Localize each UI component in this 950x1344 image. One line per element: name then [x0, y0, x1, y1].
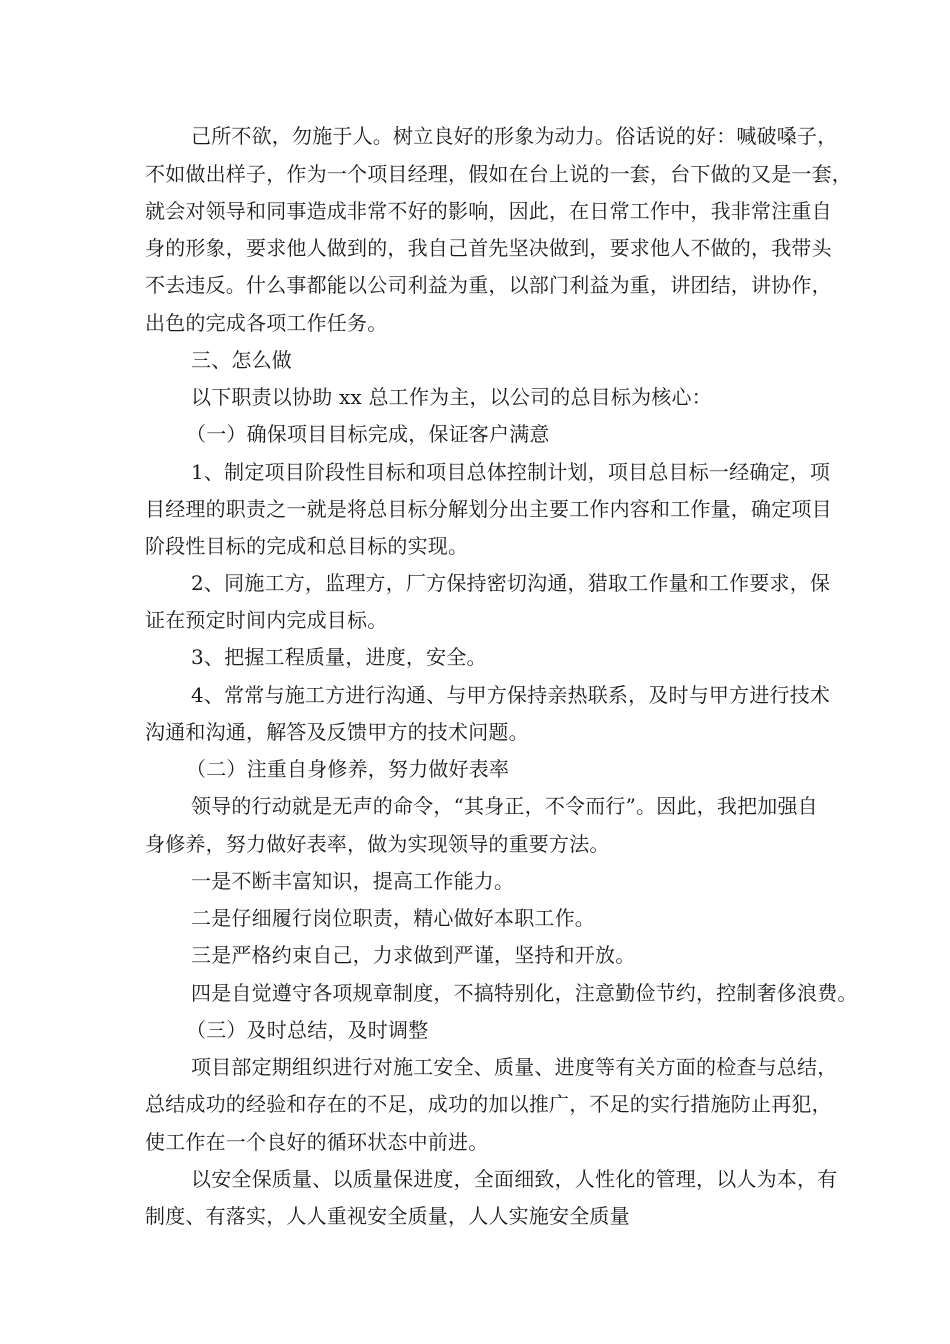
text-line: 1、制定项目阶段性目标和项目总体控制计划，项目总目标一经确定，项	[191, 460, 831, 484]
text-line: 项目部定期组织进行对施工安全、质量、进度等有关方面的检查与总结，	[191, 1055, 838, 1079]
text-line: 使工作在一个良好的循环状态中前进。	[145, 1130, 489, 1154]
text-line: 2、同施工方，监理方，厂方保持密切沟通，猎取工作量和工作要求，保	[191, 571, 831, 595]
text-line: 4、常常与施工方进行沟通、与甲方保持亲热联系，及时与甲方进行技术	[191, 683, 831, 707]
text-line: 阶段性目标的完成和总目标的实现。	[145, 534, 469, 558]
text-line: 就会对领导和同事造成非常不好的影响，因此，在日常工作中，我非常注重自	[145, 199, 832, 223]
text-line: 证在预定时间内完成目标。	[145, 608, 388, 632]
text-line: 四是自觉遵守各项规章制度，不搞特别化，注意勤俭节约，控制奢侈浪费。	[191, 981, 858, 1005]
text-line: 领导的行动就是无声的命令，“其身正，不令而行”。因此，我把加强自	[191, 794, 818, 818]
text-line: 出色的完成各项工作任务。	[145, 311, 388, 335]
text-line: 己所不欲，勿施于人。树立良好的形象为动力。俗话说的好：喊破嗓子，	[191, 124, 838, 148]
text-line: 身修养，努力做好表率，做为实现领导的重要方法。	[145, 832, 610, 856]
text-line: 以安全保质量、以质量保进度，全面细致，人性化的管理，以人为本，有	[191, 1167, 838, 1191]
text-line: 不去违反。什么事都能以公司利益为重，以部门利益为重，讲团结，讲协作，	[145, 273, 832, 297]
text-line: 一是不断丰富知识，提高工作能力。	[191, 869, 515, 893]
subsection-heading: （三）及时总结，及时调整	[186, 1018, 429, 1042]
section-heading: 三、怎么做	[191, 348, 292, 372]
text-line: 二是仔细履行岗位职责，精心做好本职工作。	[191, 906, 595, 930]
text-line: 制度、有落实，人人重视安全质量，人人实施安全质量	[145, 1204, 630, 1228]
text-line: 沟通和沟通，解答及反馈甲方的技术问题。	[145, 720, 529, 744]
text-line: 3、把握工程质量，进度，安全。	[191, 645, 487, 669]
text-line: 身的形象，要求他人做到的，我自己首先坚决做到，要求他人不做的，我带头	[145, 236, 832, 260]
subsection-heading: （一）确保项目目标完成，保证客户满意	[186, 422, 550, 446]
text-line: 以下职责以协助 xx 总工作为主，以公司的总目标为核心：	[191, 385, 712, 409]
text-line: 目经理的职责之一就是将总目标分解划分出主要工作内容和工作量，确定项目	[145, 497, 832, 521]
text-line: 不如做出样子，作为一个项目经理，假如在台上说的一套，台下做的又是一套，	[145, 162, 852, 186]
text-line: 三是严格约束自己，力求做到严谨，坚持和开放。	[191, 943, 636, 967]
text-line: 总结成功的经验和存在的不足，成功的加以推广，不足的实行措施防止再犯，	[145, 1092, 832, 1116]
subsection-heading: （二）注重自身修养，努力做好表率	[186, 757, 510, 781]
